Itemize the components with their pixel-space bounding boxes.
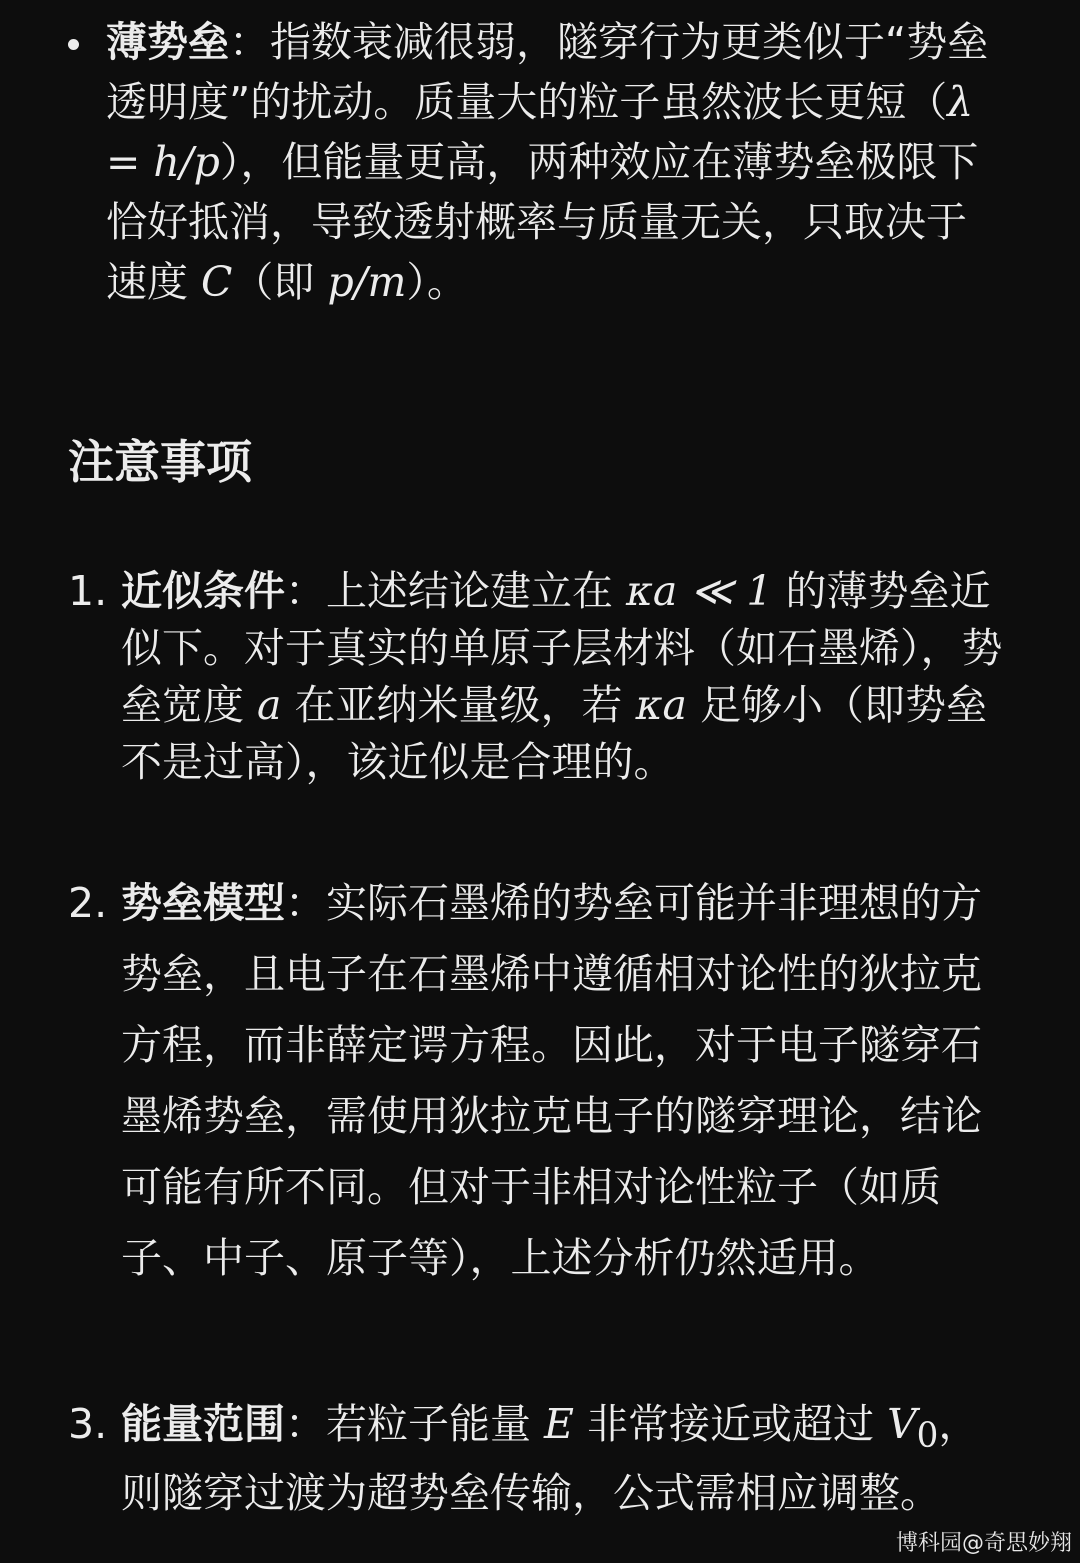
math-energy: E [544, 1400, 574, 1448]
list-text: ：实际石墨烯的势垒可能并非理想的方势垒，且电子在石墨烯中遵循相对论性的狄拉克方程，而非薛定谔方程。因此，对于电子隧穿石墨烯势垒，需使用狄拉克电子的隧穿理论，结论可能有所不同。但对于非相对论性粒子（如质子、中子、原子等），上述分析仍然适用。 [121, 879, 982, 1282]
bullet-dot [68, 39, 79, 50]
math-v0-subscript: 0 [916, 1416, 939, 1457]
list-text: 足够小（即势垒不是过高），该近似是合理的。 [121, 681, 987, 786]
list-item-body [121, 1396, 1013, 1522]
math-kappa-a: κa [635, 681, 687, 729]
bullet-term: 薄势垒 [106, 18, 229, 66]
bullet-text [106, 12, 998, 312]
math-v0 [887, 1400, 939, 1457]
bullet-text-2: ），但能量更高，两种效应在薄势垒极限下恰好抵消，导致透射概率与质量无关，只取决于速度 [106, 138, 979, 306]
list-item-term: 势垒模型 [121, 879, 285, 927]
list-text: ：若粒子能量 [285, 1400, 545, 1448]
list-text: 非常接近或超过 [573, 1400, 888, 1448]
bullet-thin-barrier [68, 12, 998, 312]
section-heading: 注意事项 [68, 435, 252, 489]
list-item [68, 563, 1013, 791]
list-text: 的薄势垒近似下。对于真实的单原子层材料（如石墨烯），势垒宽度 [121, 567, 1003, 729]
bullet-text-4: ）。 [406, 258, 468, 306]
list-text: 在亚纳米量级，若 [281, 681, 636, 729]
list-text: ：上述结论建立在 [285, 567, 627, 615]
momentum-mass-ratio: p/m [327, 258, 407, 306]
list-number: 2. [68, 879, 108, 927]
list-item-term: 能量范围 [121, 1400, 285, 1448]
bullet-text-3: （即 [232, 258, 328, 306]
wavelength-formula: λ = h/p [106, 78, 974, 186]
list-number: 3. [68, 1400, 108, 1448]
math-width: a [257, 681, 282, 729]
bullet-text-1: ：指数衰减很弱，隧穿行为更类似于“势垒透明度”的扰动。质量大的粒子虽然波长更短（ [106, 18, 989, 126]
list-item-body [121, 563, 1013, 791]
math-condition: κa ≪ 1 [626, 567, 773, 615]
list-number: 1. [68, 567, 108, 615]
list-item-body [121, 868, 1013, 1294]
speed-symbol: C [201, 258, 233, 306]
list-item-term: 近似条件 [121, 567, 285, 615]
list-item [68, 868, 1013, 1294]
list-item [68, 1396, 1013, 1522]
watermark: 博科园@奇思妙翔 [895, 1531, 1072, 1556]
math-v0-base: V [887, 1400, 917, 1448]
list-text: ，则隧穿过渡为超势垒传输，公式需相应调整。 [121, 1400, 980, 1518]
